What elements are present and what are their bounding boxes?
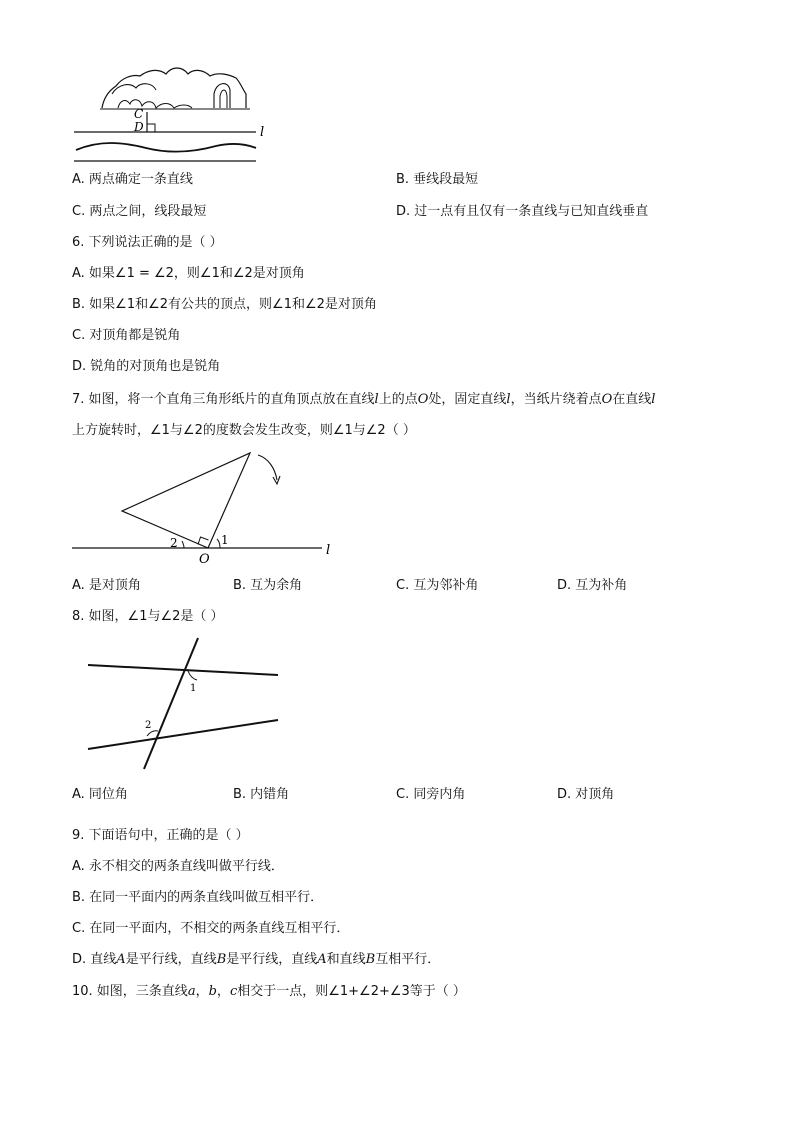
q7-figure bbox=[70, 446, 350, 571]
q7-text-c: 处，固定直线 bbox=[428, 392, 507, 407]
angle-1-arc bbox=[217, 539, 220, 548]
q6-option-d: D. 锐角的对顶角也是锐角 bbox=[72, 359, 221, 374]
q7-text-e: 在直线 bbox=[612, 392, 652, 407]
q10-var-a: a bbox=[187, 984, 196, 999]
q8-option-a: A. 同位角 bbox=[72, 787, 128, 802]
label-1: 1 bbox=[221, 533, 229, 547]
q10-sep-2: ， bbox=[216, 984, 230, 999]
q9-option-c: C. 在同一平面内，不相交的两条直线互相平行． bbox=[72, 921, 350, 936]
q10-text-a: 10. 如图，三条直线 bbox=[72, 984, 188, 999]
right-angle-mark bbox=[198, 537, 209, 545]
q9-option-d bbox=[72, 952, 440, 968]
q7-var-l: l bbox=[374, 392, 379, 407]
q7-var-o-2: O bbox=[601, 392, 613, 407]
q8-option-b: B. 内错角 bbox=[233, 787, 290, 802]
label-2: 2 bbox=[170, 536, 178, 550]
q7-option-b: B. 互为余角 bbox=[233, 578, 303, 593]
hill-arch bbox=[214, 84, 230, 108]
rotation-arrow bbox=[258, 455, 277, 480]
q8-figure bbox=[80, 636, 290, 776]
q7-var-l-3: l bbox=[651, 392, 656, 407]
q7-text-d: ，当纸片绕着点 bbox=[510, 392, 602, 407]
q5-option-a: A. 两点确定一条直线 bbox=[72, 172, 193, 187]
q7-var-o: O bbox=[417, 392, 429, 407]
q9d-var-a: A bbox=[116, 952, 126, 967]
q9d-text-c: 是平行线，直线 bbox=[226, 952, 318, 967]
angle-2-arc bbox=[182, 541, 184, 548]
q7-stem-line1 bbox=[72, 392, 655, 408]
right-triangle bbox=[122, 453, 250, 548]
q9d-text-d: 和直线 bbox=[326, 952, 366, 967]
cloud-outline bbox=[112, 84, 156, 94]
q6-option-c: C. 对顶角都是锐角 bbox=[72, 328, 181, 343]
q9d-text-b: 是平行线，直线 bbox=[125, 952, 217, 967]
label-d: D bbox=[134, 120, 144, 134]
q5-figure bbox=[70, 60, 280, 170]
q5-option-d: D. 过一点有且仅有一条直线与已知直线垂直 bbox=[396, 204, 649, 219]
label-l: l bbox=[260, 125, 265, 140]
q6-stem: 6. 下列说法正确的是（ ） bbox=[72, 235, 223, 250]
angle-1-arc bbox=[188, 671, 197, 680]
q9d-var-a-2: A bbox=[317, 952, 327, 967]
q7-stem-line2: 上方旋转时，∠1与∠2的度数会发生改变，则∠1与∠2（ ） bbox=[72, 423, 416, 438]
river-wave bbox=[76, 143, 256, 152]
lower-line bbox=[88, 720, 278, 749]
q7-option-a: A. 是对顶角 bbox=[72, 578, 141, 593]
q7-text-a: 7. 如图，将一个直角三角形纸片的直角顶点放在直线 bbox=[72, 392, 375, 407]
q9d-var-b-2: B bbox=[365, 952, 376, 967]
q8-option-d: D. 对顶角 bbox=[557, 787, 615, 802]
q9d-text-e: 互相平行． bbox=[375, 952, 441, 967]
bushes bbox=[118, 100, 192, 108]
hill-arch-inner bbox=[220, 90, 227, 108]
label-o: O bbox=[199, 552, 210, 567]
q7-option-c: C. 互为邻补角 bbox=[396, 578, 479, 593]
q7-text-b: 上的点 bbox=[378, 392, 418, 407]
q7-var-l-2: l bbox=[506, 392, 511, 407]
q6-option-a: A. 如果∠1 = ∠2，则∠1和∠2是对顶角 bbox=[72, 266, 305, 281]
q5-option-c: C. 两点之间，线段最短 bbox=[72, 204, 207, 219]
right-angle-mark bbox=[147, 124, 155, 132]
q9-stem: 9. 下面语句中，正确的是（ ） bbox=[72, 828, 249, 843]
angle-2-arc bbox=[147, 731, 158, 736]
q10-text-b: 相交于一点，则∠1+∠2+∠3等于（ ） bbox=[237, 984, 466, 999]
q5-option-b: B. 垂线段最短 bbox=[396, 172, 479, 187]
q6-option-b: B. 如果∠1和∠2有公共的顶点，则∠1和∠2是对顶角 bbox=[72, 297, 377, 312]
q9-option-a: A. 永不相交的两条直线叫做平行线． bbox=[72, 859, 284, 874]
q9-option-b: B. 在同一平面内的两条直线叫做互相平行． bbox=[72, 890, 324, 905]
mountain-outline bbox=[102, 68, 246, 108]
q9d-var-b: B bbox=[216, 952, 227, 967]
label-1: 1 bbox=[190, 683, 197, 694]
label-2: 2 bbox=[145, 720, 152, 731]
q8-stem: 8. 如图，∠1与∠2是（ ） bbox=[72, 609, 224, 624]
q10-var-b: b bbox=[208, 984, 217, 999]
q10-var-c: c bbox=[229, 984, 238, 999]
q9d-text-a: D. 直线 bbox=[72, 952, 117, 967]
label-l: l bbox=[326, 543, 331, 558]
q7-option-d: D. 互为补角 bbox=[557, 578, 628, 593]
label-c: C bbox=[134, 107, 144, 121]
transversal bbox=[144, 638, 198, 769]
q8-option-c: C. 同旁内角 bbox=[396, 787, 466, 802]
q10-sep-1: ， bbox=[195, 984, 209, 999]
q10-stem bbox=[72, 984, 466, 1000]
